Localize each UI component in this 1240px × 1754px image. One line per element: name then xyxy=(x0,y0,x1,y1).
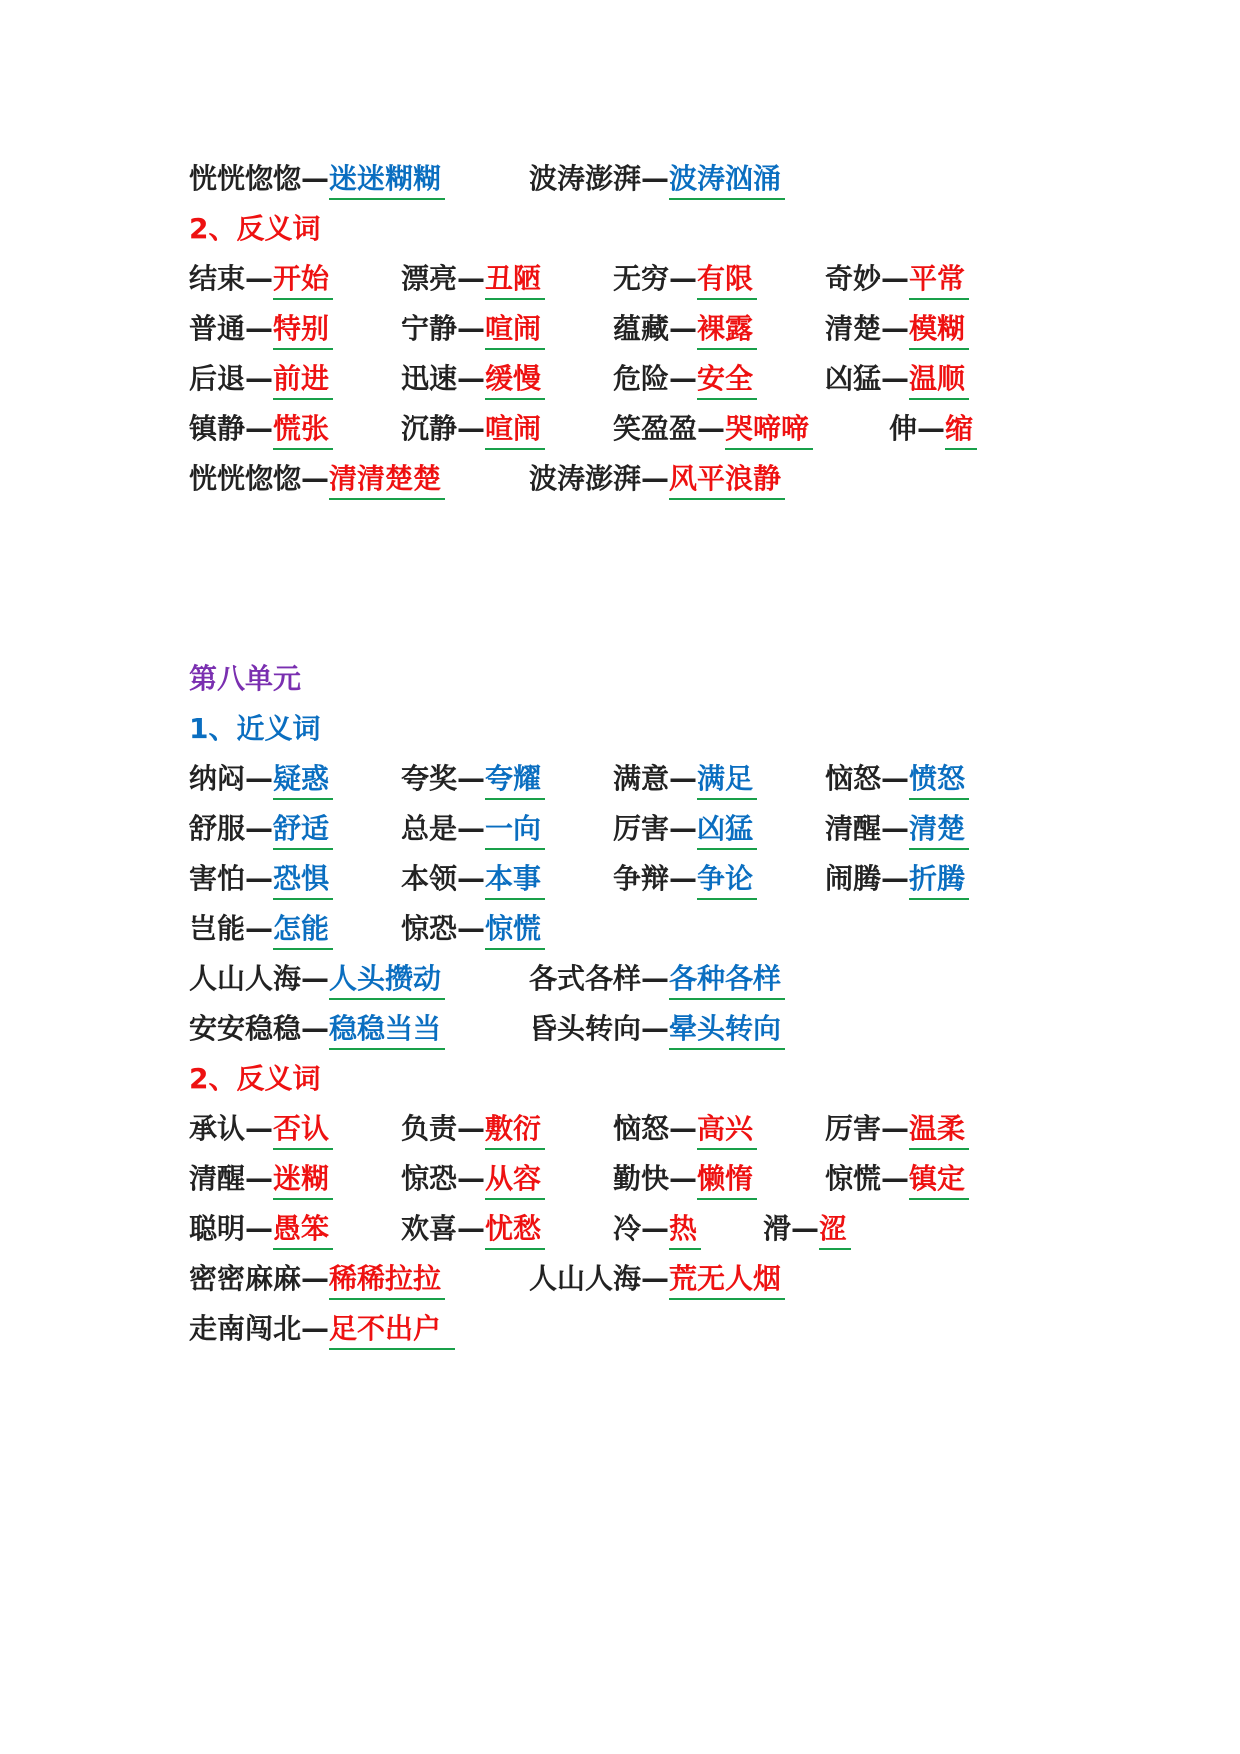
dash: — xyxy=(881,312,910,345)
source-word: 危险 xyxy=(613,362,670,395)
word-pair xyxy=(189,956,445,1002)
source-word: 厉害 xyxy=(613,812,670,845)
dash: — xyxy=(457,412,486,445)
source-word: 恼怒 xyxy=(613,1112,670,1145)
antonym-answer: 高兴 xyxy=(697,1106,757,1152)
dash: — xyxy=(641,962,670,995)
word-pair xyxy=(613,756,757,802)
word-pair xyxy=(189,406,333,452)
word-pair xyxy=(401,806,545,852)
source-word: 厉害 xyxy=(825,1112,882,1145)
dash: — xyxy=(881,862,910,895)
source-word: 宁静 xyxy=(401,312,458,345)
source-word: 各式各样 xyxy=(529,962,642,995)
source-word: 迅速 xyxy=(401,362,458,395)
word-pair xyxy=(189,1006,445,1052)
source-word: 勤快 xyxy=(613,1162,670,1195)
dash: — xyxy=(641,162,670,195)
word-pair xyxy=(825,356,969,402)
source-word: 惊慌 xyxy=(825,1162,882,1195)
source-word: 波涛澎湃 xyxy=(529,462,642,495)
antonym-answer: 敷衍 xyxy=(485,1106,545,1152)
source-word: 负责 xyxy=(401,1112,458,1145)
word-pair xyxy=(401,856,545,902)
source-word: 结束 xyxy=(189,262,246,295)
source-word: 舒服 xyxy=(189,812,246,845)
source-word: 惊恐 xyxy=(401,912,458,945)
dash: — xyxy=(245,362,274,395)
dash: — xyxy=(457,912,486,945)
source-word: 昏头转向 xyxy=(529,1012,642,1045)
antonym-answer: 稀稀拉拉 xyxy=(329,1256,445,1302)
source-word: 岂能 xyxy=(189,912,246,945)
word-pair xyxy=(613,356,757,402)
antonym-answer: 哭啼啼 xyxy=(725,406,813,452)
word-pair xyxy=(825,806,969,852)
antonym-answer: 缓慢 xyxy=(485,356,545,402)
dash: — xyxy=(457,762,486,795)
dash: — xyxy=(457,312,486,345)
antonym-answer: 开始 xyxy=(273,256,333,302)
source-word: 沉静 xyxy=(401,412,458,445)
dash: — xyxy=(881,362,910,395)
word-pair xyxy=(529,156,785,202)
word-pair xyxy=(613,256,757,302)
unit-title: 第八单元 xyxy=(189,662,302,695)
word-pair xyxy=(189,1156,333,1202)
dash: — xyxy=(669,762,698,795)
dash: — xyxy=(669,362,698,395)
source-word: 普通 xyxy=(189,312,246,345)
word-pair xyxy=(189,256,333,302)
source-word: 夸奖 xyxy=(401,762,458,795)
dash: — xyxy=(457,362,486,395)
source-word: 笑盈盈 xyxy=(613,412,698,445)
dash: — xyxy=(457,1112,486,1145)
antonym-answer: 缩 xyxy=(945,406,977,452)
word-pair xyxy=(189,456,445,502)
source-word: 安安稳稳 xyxy=(189,1012,302,1045)
dash: — xyxy=(245,862,274,895)
word-pair xyxy=(189,806,333,852)
antonym-answer: 有限 xyxy=(697,256,757,302)
dash: — xyxy=(245,262,274,295)
synonym-answer: 惊慌 xyxy=(485,906,545,952)
synonym-answer: 怎能 xyxy=(273,906,333,952)
dash: — xyxy=(881,812,910,845)
dash: — xyxy=(881,762,910,795)
word-pair xyxy=(401,756,545,802)
word-pair xyxy=(401,256,545,302)
word-pair xyxy=(401,356,545,402)
word-pair xyxy=(825,756,969,802)
dash: — xyxy=(791,1212,820,1245)
word-pair xyxy=(613,1106,757,1152)
source-word: 后退 xyxy=(189,362,246,395)
source-word: 聪明 xyxy=(189,1212,246,1245)
word-pair xyxy=(825,856,969,902)
source-word: 纳闷 xyxy=(189,762,246,795)
source-word: 承认 xyxy=(189,1112,246,1145)
source-word: 闹腾 xyxy=(825,862,882,895)
synonym-answer: 凶猛 xyxy=(697,806,757,852)
source-word: 奇妙 xyxy=(825,262,882,295)
synonym-answer: 各种各样 xyxy=(669,956,785,1002)
source-word: 害怕 xyxy=(189,862,246,895)
dash: — xyxy=(245,1112,274,1145)
dash: — xyxy=(669,262,698,295)
dash: — xyxy=(457,812,486,845)
dash: — xyxy=(669,862,698,895)
dash: — xyxy=(669,1162,698,1195)
synonym-answer: 满足 xyxy=(697,756,757,802)
word-pair xyxy=(613,1206,701,1252)
word-pair xyxy=(613,306,757,352)
dash: — xyxy=(301,462,330,495)
source-word: 恍恍惚惚 xyxy=(189,462,302,495)
antonym-answer: 足不出户 xyxy=(329,1306,455,1352)
source-word: 清醒 xyxy=(825,812,882,845)
source-word: 满意 xyxy=(613,762,670,795)
word-pair xyxy=(189,856,333,902)
word-pair xyxy=(763,1206,851,1252)
synonym-answer: 清楚 xyxy=(909,806,969,852)
dash: — xyxy=(245,762,274,795)
source-word: 镇静 xyxy=(189,412,246,445)
dash: — xyxy=(301,1012,330,1045)
source-word: 争辩 xyxy=(613,862,670,895)
source-word: 密密麻麻 xyxy=(189,1262,302,1295)
antonym-answer: 热 xyxy=(669,1206,701,1252)
dash: — xyxy=(245,1212,274,1245)
dash: — xyxy=(245,412,274,445)
word-pair xyxy=(189,356,333,402)
word-pair xyxy=(529,1006,785,1052)
synonym-answer: 恐惧 xyxy=(273,856,333,902)
source-word: 总是 xyxy=(401,812,458,845)
dash: — xyxy=(457,1212,486,1245)
word-pair xyxy=(189,756,333,802)
antonym-answer: 特别 xyxy=(273,306,333,352)
word-pair xyxy=(189,1106,333,1152)
word-pair xyxy=(825,306,969,352)
synonym-answer: 夸耀 xyxy=(485,756,545,802)
dash: — xyxy=(457,262,486,295)
word-pair xyxy=(189,1306,455,1352)
antonym-answer: 慌张 xyxy=(273,406,333,452)
dash: — xyxy=(245,1162,274,1195)
antonym-heading: 2、反义词 xyxy=(189,1062,321,1095)
source-word: 蕴藏 xyxy=(613,312,670,345)
synonym-answer: 争论 xyxy=(697,856,757,902)
dash: — xyxy=(245,812,274,845)
source-word: 漂亮 xyxy=(401,262,458,295)
antonym-answer: 涩 xyxy=(819,1206,851,1252)
word-pair xyxy=(889,406,977,452)
dash: — xyxy=(457,1162,486,1195)
dash: — xyxy=(457,862,486,895)
antonym-answer: 前进 xyxy=(273,356,333,402)
source-word: 波涛澎湃 xyxy=(529,162,642,195)
antonym-answer: 温顺 xyxy=(909,356,969,402)
source-word: 走南闯北 xyxy=(189,1312,302,1345)
dash: — xyxy=(641,1262,670,1295)
word-pair xyxy=(613,856,757,902)
antonym-answer: 喧闹 xyxy=(485,306,545,352)
word-pair xyxy=(189,1206,333,1252)
word-pair xyxy=(613,406,813,452)
word-pair xyxy=(401,306,545,352)
source-word: 清醒 xyxy=(189,1162,246,1195)
source-word: 冷 xyxy=(613,1212,642,1245)
synonym-answer: 迷迷糊糊 xyxy=(329,156,445,202)
source-word: 凶猛 xyxy=(825,362,882,395)
antonym-answer: 迷糊 xyxy=(273,1156,333,1202)
antonym-answer: 懒惰 xyxy=(697,1156,757,1202)
antonym-answer: 喧闹 xyxy=(485,406,545,452)
antonym-answer: 愚笨 xyxy=(273,1206,333,1252)
antonym-answer: 风平浪静 xyxy=(669,456,785,502)
source-word: 人山人海 xyxy=(189,962,302,995)
antonym-answer: 从容 xyxy=(485,1156,545,1202)
synonym-answer: 晕头转向 xyxy=(669,1006,785,1052)
antonym-answer: 温柔 xyxy=(909,1106,969,1152)
antonym-answer: 清清楚楚 xyxy=(329,456,445,502)
antonym-answer: 裸露 xyxy=(697,306,757,352)
word-pair xyxy=(401,1206,545,1252)
antonym-answer: 荒无人烟 xyxy=(669,1256,785,1302)
antonym-answer: 丑陋 xyxy=(485,256,545,302)
antonym-answer: 否认 xyxy=(273,1106,333,1152)
dash: — xyxy=(301,1262,330,1295)
dash: — xyxy=(641,1012,670,1045)
synonym-answer: 愤怒 xyxy=(909,756,969,802)
word-pair xyxy=(529,456,785,502)
source-word: 本领 xyxy=(401,862,458,895)
dash: — xyxy=(881,1162,910,1195)
dash: — xyxy=(881,262,910,295)
word-pair xyxy=(613,1156,757,1202)
synonym-answer: 折腾 xyxy=(909,856,969,902)
source-word: 滑 xyxy=(763,1212,792,1245)
source-word: 欢喜 xyxy=(401,1212,458,1245)
dash: — xyxy=(245,312,274,345)
word-pair xyxy=(189,1256,445,1302)
dash: — xyxy=(641,1212,670,1245)
synonym-heading: 1、近义词 xyxy=(189,712,321,745)
synonym-answer: 稳稳当当 xyxy=(329,1006,445,1052)
synonym-answer: 疑惑 xyxy=(273,756,333,802)
antonym-heading: 2、反义词 xyxy=(189,212,321,245)
synonym-answer: 人头攒动 xyxy=(329,956,445,1002)
dash: — xyxy=(245,912,274,945)
antonym-answer: 模糊 xyxy=(909,306,969,352)
word-pair xyxy=(825,256,969,302)
word-pair xyxy=(401,906,545,952)
word-pair xyxy=(189,156,445,202)
word-pair xyxy=(401,1106,545,1152)
antonym-answer: 平常 xyxy=(909,256,969,302)
word-pair xyxy=(825,1156,969,1202)
word-pair xyxy=(401,1156,545,1202)
synonym-answer: 波涛汹涌 xyxy=(669,156,785,202)
word-pair xyxy=(189,306,333,352)
dash: — xyxy=(301,1312,330,1345)
dash: — xyxy=(881,1112,910,1145)
dash: — xyxy=(669,1112,698,1145)
synonym-answer: 舒适 xyxy=(273,806,333,852)
word-pair xyxy=(189,906,333,952)
dash: — xyxy=(301,162,330,195)
dash: — xyxy=(917,412,946,445)
antonym-answer: 忧愁 xyxy=(485,1206,545,1252)
source-word: 清楚 xyxy=(825,312,882,345)
dash: — xyxy=(669,312,698,345)
source-word: 伸 xyxy=(889,412,918,445)
word-pair xyxy=(401,406,545,452)
synonym-answer: 一向 xyxy=(485,806,545,852)
source-word: 人山人海 xyxy=(529,1262,642,1295)
word-pair xyxy=(825,1106,969,1152)
word-pair xyxy=(529,1256,785,1302)
source-word: 恼怒 xyxy=(825,762,882,795)
source-word: 恍恍惚惚 xyxy=(189,162,302,195)
source-word: 惊恐 xyxy=(401,1162,458,1195)
source-word: 无穷 xyxy=(613,262,670,295)
antonym-answer: 镇定 xyxy=(909,1156,969,1202)
word-pair xyxy=(613,806,757,852)
antonym-answer: 安全 xyxy=(697,356,757,402)
word-pair xyxy=(529,956,785,1002)
synonym-answer: 本事 xyxy=(485,856,545,902)
dash: — xyxy=(301,962,330,995)
dash: — xyxy=(697,412,726,445)
dash: — xyxy=(641,462,670,495)
dash: — xyxy=(669,812,698,845)
